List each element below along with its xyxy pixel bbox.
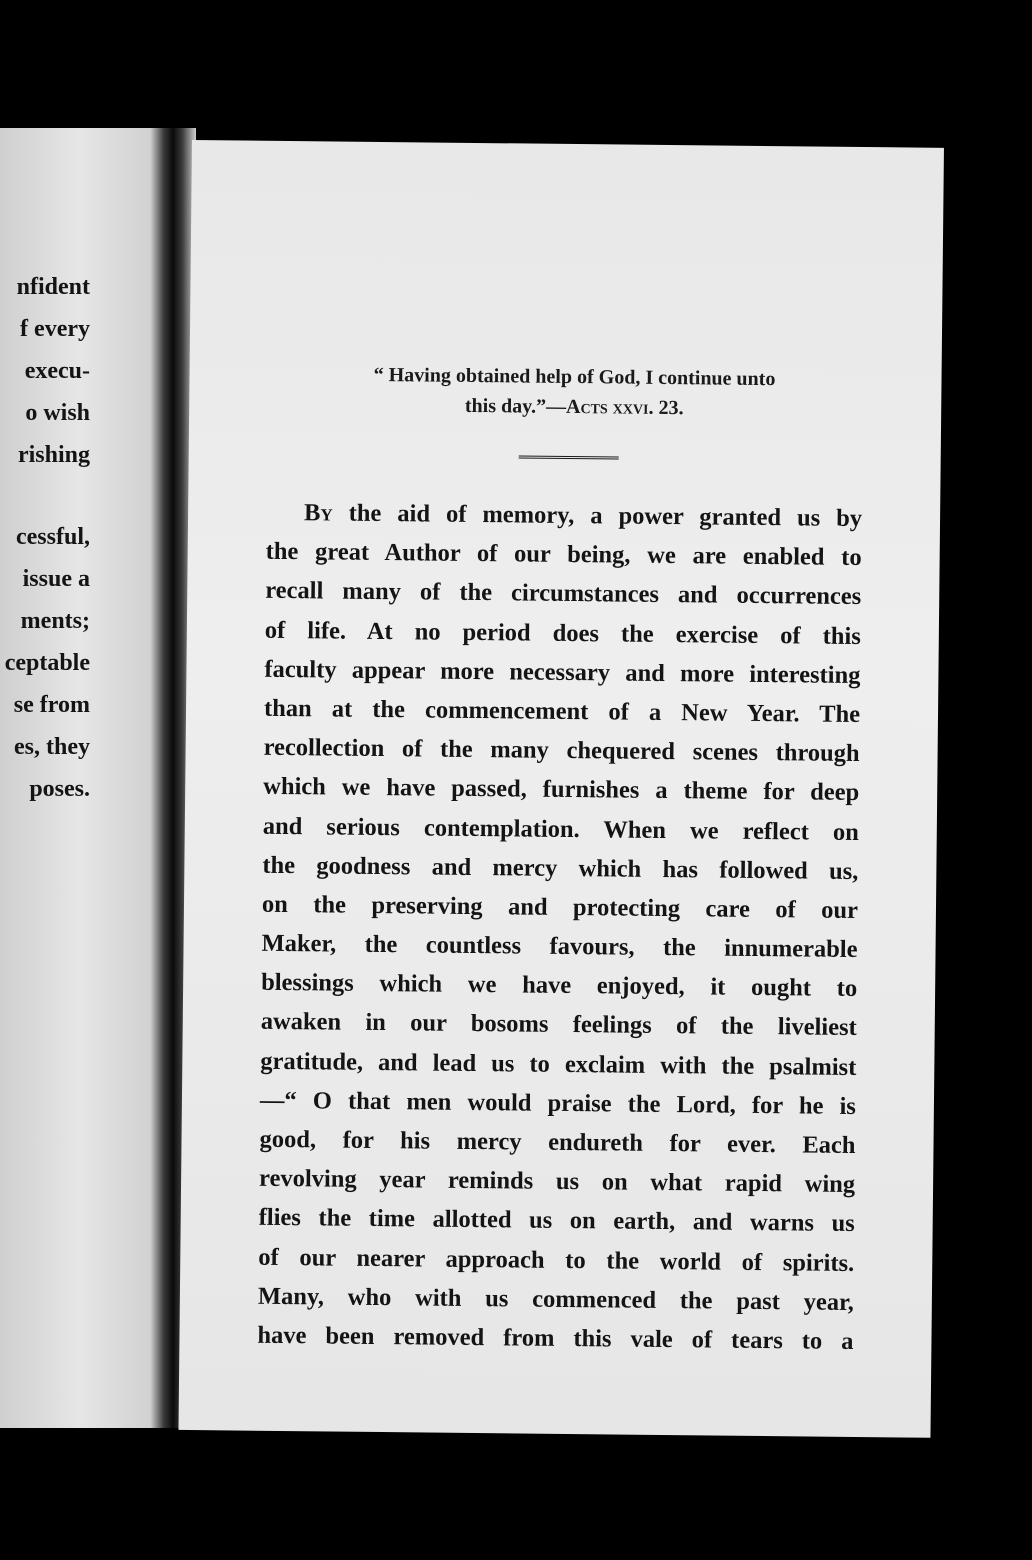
- left-line: cessful,: [16, 524, 90, 550]
- body-line: gratitude, and lead us to exclaim with the psalmist: [260, 1047, 857, 1081]
- body-line: revolving year reminds us on what rapid wing: [258, 1164, 856, 1199]
- right-page: [178, 140, 943, 1438]
- body-line: on the preserving and protecting care of our: [261, 890, 859, 924]
- epigraph-line-1: “ Having obtained help of God, I continue unto: [373, 363, 776, 391]
- left-line: nfident: [16, 274, 90, 300]
- body-line: flies the time allotted us on earth, and warns us: [258, 1204, 855, 1238]
- left-line: es, they: [14, 734, 90, 760]
- body-line: the goodness and mercy which has followed us,: [262, 851, 859, 885]
- body-line: the great Author of our being, we are enabled to: [265, 537, 862, 572]
- body-line: faculty appear more necessary and more interesting: [264, 655, 861, 689]
- left-line-blank: [0, 476, 158, 516]
- opening-word: By: [303, 499, 333, 527]
- left-line: ceptable: [4, 650, 90, 676]
- body-line: awaken in our bosoms feelings of the liveliest: [260, 1008, 857, 1042]
- body-line: recall many of the circumstances and occurrences: [265, 577, 862, 611]
- left-line: poses.: [29, 776, 90, 802]
- epigraph-quote-end: this day.”—: [464, 394, 567, 418]
- left-line: ments;: [20, 608, 90, 634]
- left-line: o wish: [25, 400, 90, 426]
- left-line: f every: [20, 316, 90, 342]
- body-line: which we have passed, furnishes a theme for deep: [263, 773, 860, 807]
- epigraph-line-2: [309, 389, 839, 425]
- left-page-text: [0, 266, 158, 810]
- body-line: recollection of the many chequered scenes through: [263, 733, 860, 768]
- left-line: rishing: [17, 442, 90, 468]
- body-line: than at the commencement of a New Year. The: [263, 694, 861, 728]
- body-line: Many, who with us commenced the past year,: [257, 1282, 855, 1316]
- body-line-rest: the aid of memory, a power granted us by: [332, 499, 863, 533]
- body-line: —“ O that men would praise the Lord, for he is: [259, 1086, 857, 1120]
- left-line: issue a: [22, 566, 90, 592]
- left-line: se from: [13, 692, 90, 718]
- body-line: Maker, the countless favours, the innumerable: [261, 929, 858, 964]
- epigraph-reference: Acts xxvi. 23.: [565, 395, 684, 420]
- left-line: execu-: [24, 358, 90, 384]
- left-page-fragment: [0, 128, 158, 1428]
- body-line: of life. At no period does the exercise of this: [264, 616, 861, 650]
- body-text: [257, 493, 862, 1361]
- epigraph: [309, 359, 840, 425]
- body-line: and serious contemplation. When we reflect on: [262, 812, 859, 846]
- body-line: blessings which we have enjoyed, it ought to: [261, 969, 858, 1003]
- body-line: [266, 493, 862, 538]
- body-line: good, for his mercy endureth for ever. Each: [259, 1125, 856, 1160]
- body-line: of our nearer approach to the world of spirits.: [258, 1243, 855, 1277]
- body-line: have been removed from this vale of tears to a: [257, 1321, 854, 1355]
- ornament-rule: [519, 455, 619, 465]
